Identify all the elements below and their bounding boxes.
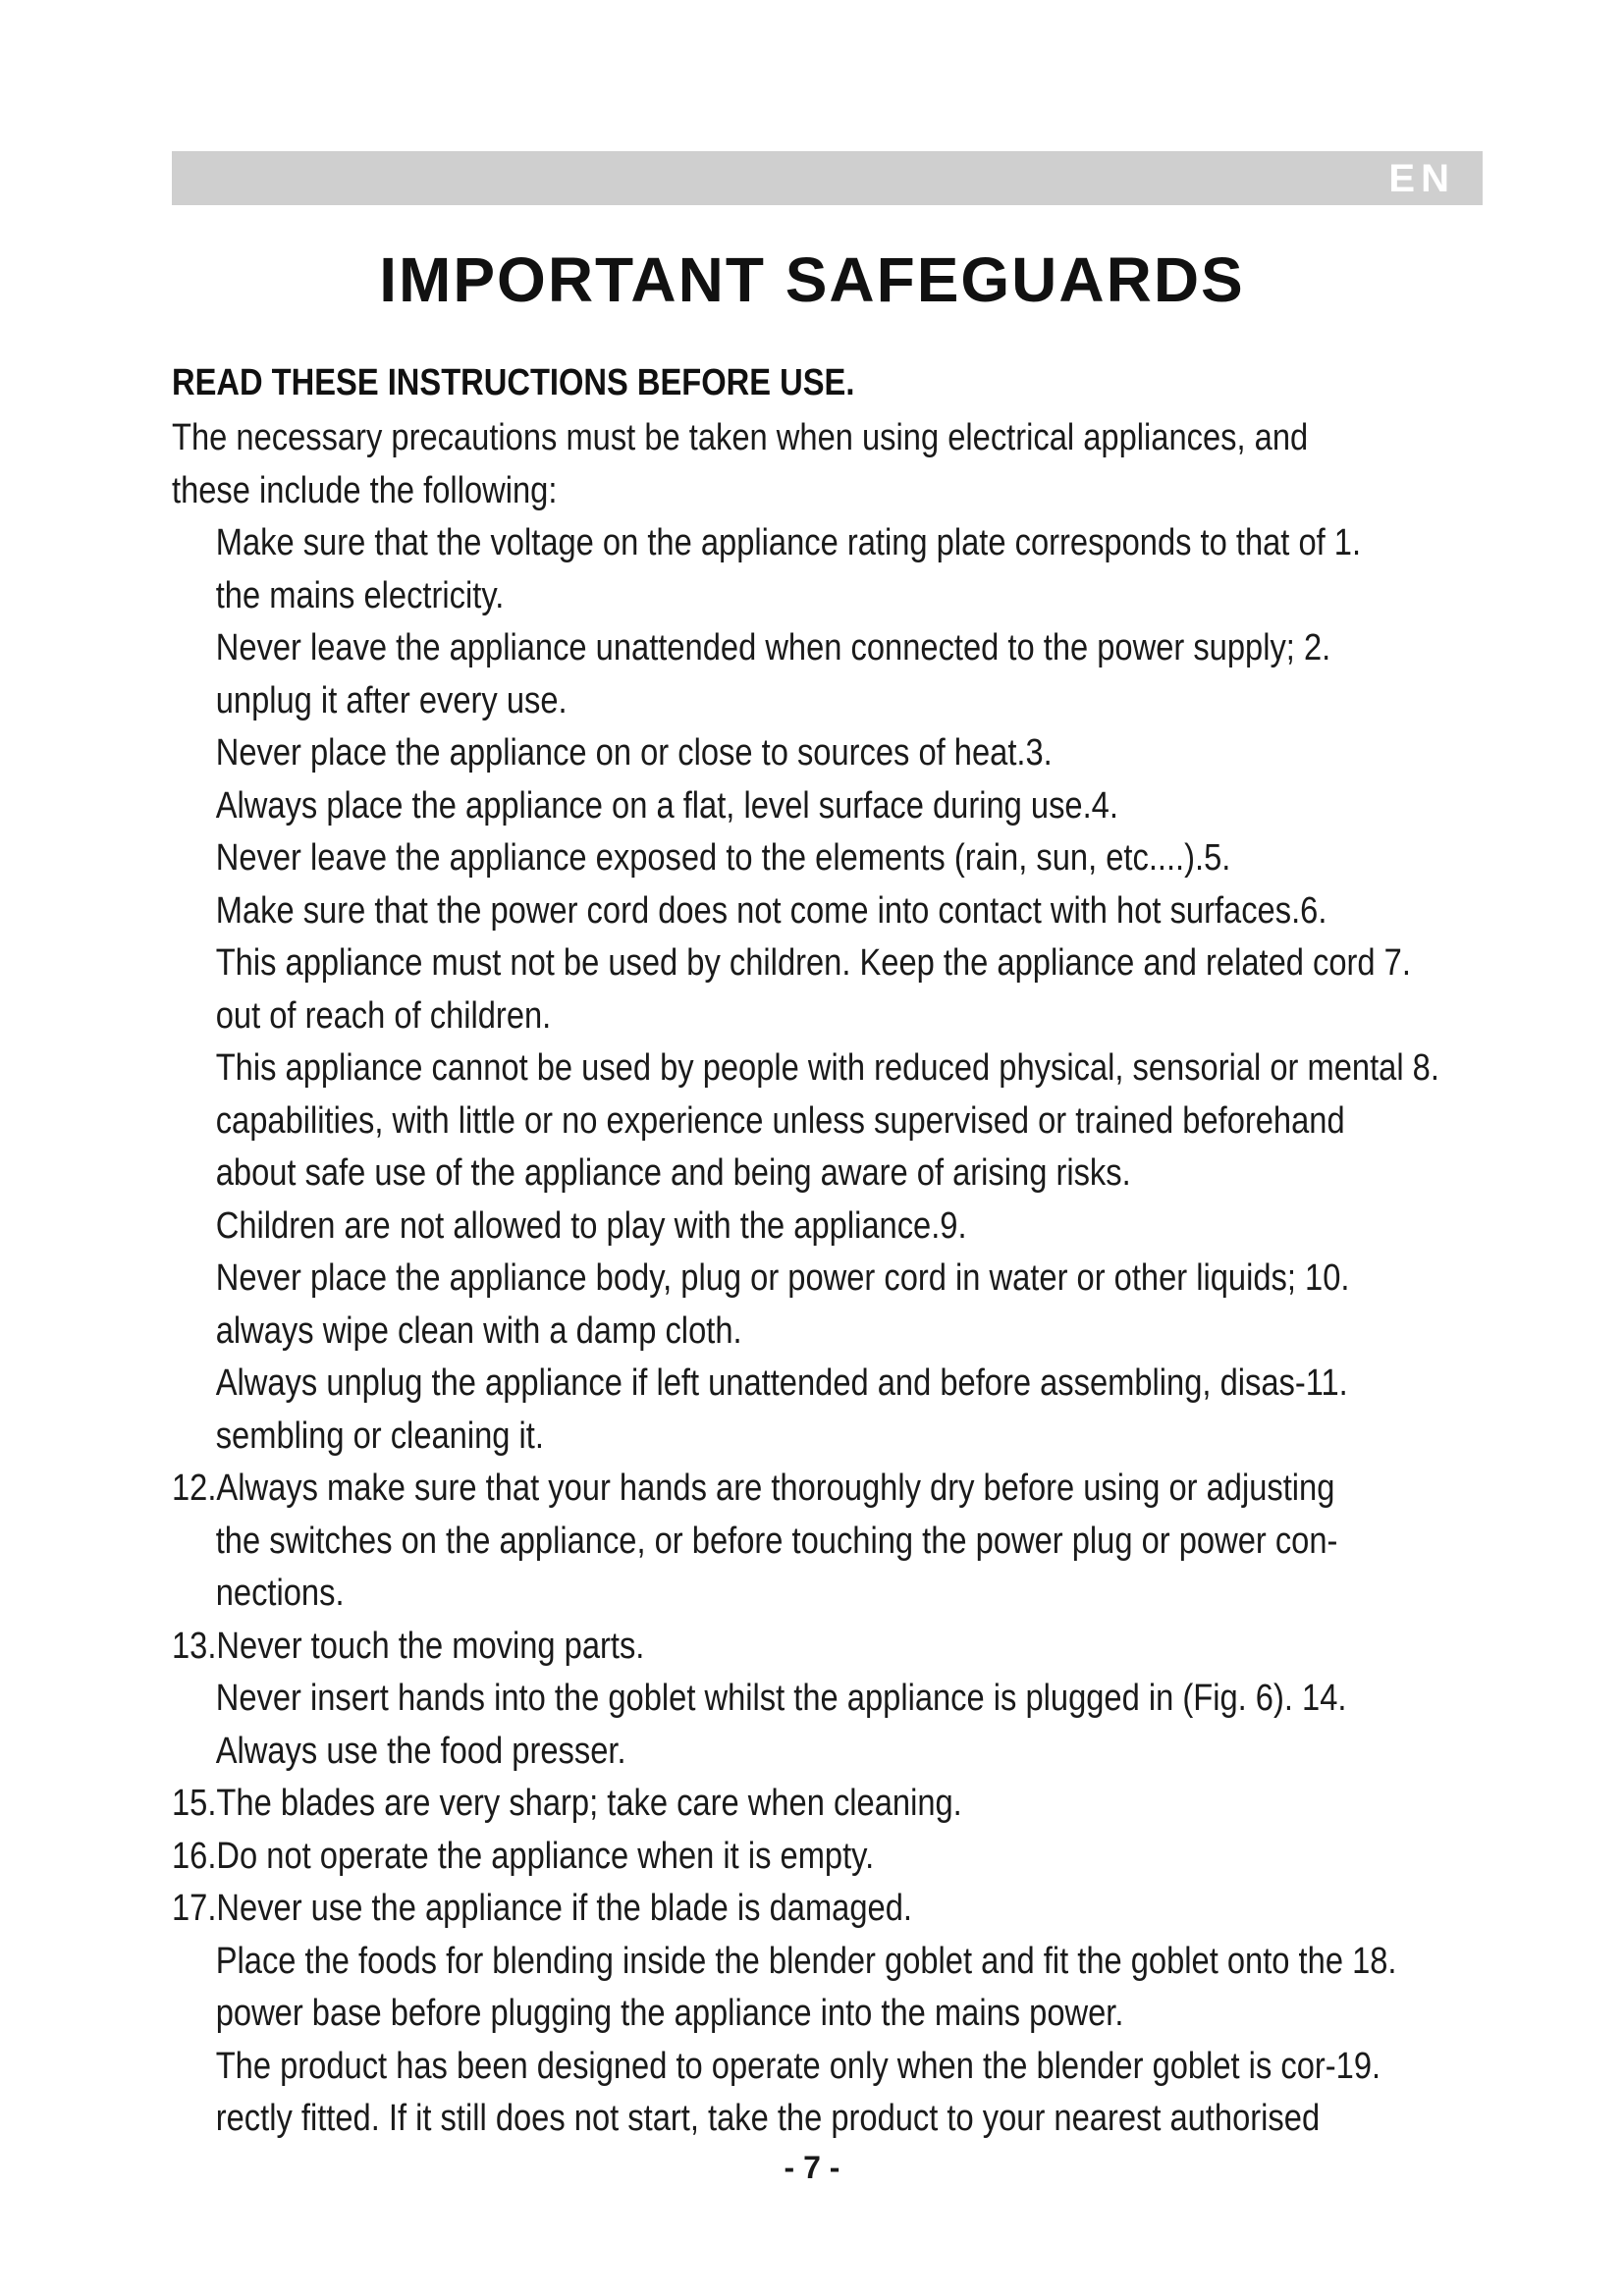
list-item: power base before plugging the appliance into the mains power. xyxy=(215,1993,1124,2034)
list-item: Make sure that the power cord does not come into contact with hot surfaces.6. xyxy=(215,889,1327,932)
list-item: always wipe clean with a damp cloth. xyxy=(215,1309,742,1352)
list-item: about safe use of the appliance and being aware of arising risks. xyxy=(215,1152,1131,1194)
language-bar xyxy=(172,151,1483,205)
list-item: rectly fitted. If it still does not start, take the product to your nearest authorised xyxy=(215,2098,1321,2139)
list-item: the mains electricity. xyxy=(215,574,505,616)
list-item: Place the foods for blending inside the blender goblet and fit the goblet onto the 18. xyxy=(215,1940,1397,1982)
list-item: 12.Always make sure that your hands are thoroughly dry before using or adjusting xyxy=(172,1468,1335,1509)
list-item: Make sure that the voltage on the appliance rating plate corresponds to that of 1. xyxy=(215,522,1362,563)
list-item: This appliance cannot be used by people with reduced physical, sensorial or mental 8. xyxy=(215,1047,1439,1089)
list-item: 13.Never touch the moving parts. xyxy=(172,1625,645,1667)
section-subtitle: READ THESE INSTRUCTIONS BEFORE USE. xyxy=(172,362,855,403)
list-item: Always place the appliance on a flat, level surface during use.4. xyxy=(215,784,1118,827)
list-item: The product has been designed to operate only when the blender goblet is cor-19. xyxy=(215,2045,1381,2087)
list-item: the switches on the appliance, or before touching the power plug or power con- xyxy=(215,1520,1338,1562)
intro-line: these include the following: xyxy=(172,469,558,511)
intro-line: The necessary precautions must be taken when using electrical appliances, and xyxy=(172,417,1309,458)
list-item: 15.The blades are very sharp; take care when cleaning. xyxy=(172,1783,962,1824)
instructions-body xyxy=(172,412,1596,2146)
list-item: sembling or cleaning it. xyxy=(215,1415,544,1457)
list-item: Never place the appliance on or close to sources of heat.3. xyxy=(215,732,1053,774)
list-item: Never place the appliance body, plug or power cord in water or other liquids; 10. xyxy=(215,1257,1350,1299)
language-code: EN xyxy=(1388,157,1455,200)
list-item: 17.Never use the appliance if the blade is damaged. xyxy=(172,1888,912,1929)
page-title: IMPORTANT SAFEGUARDS xyxy=(379,244,1245,315)
list-item: Always unplug the appliance if left unattended and before assembling, disas-11. xyxy=(215,1362,1348,1404)
list-item: 16.Do not operate the appliance when it is empty. xyxy=(172,1835,875,1877)
list-item: Never insert hands into the goblet whilst the appliance is plugged in (Fig. 6). 14. xyxy=(215,1678,1347,1719)
list-item: unplug it after every use. xyxy=(215,679,568,721)
page-number: - 7 - xyxy=(784,2150,840,2185)
list-item: capabilities, with little or no experience unless supervised or trained beforehand xyxy=(215,1099,1345,1142)
list-item: out of reach of children. xyxy=(215,994,552,1037)
list-item: Always use the food presser. xyxy=(215,1730,626,1772)
list-item: nections. xyxy=(215,1573,345,1614)
list-item: Children are not allowed to play with the appliance.9. xyxy=(215,1204,967,1247)
list-item: Never leave the appliance exposed to the elements (rain, sun, etc....).5. xyxy=(215,837,1231,879)
list-item: This appliance must not be used by children. Keep the appliance and related cord 7. xyxy=(215,942,1411,984)
list-item: Never leave the appliance unattended when connected to the power supply; 2. xyxy=(215,627,1331,668)
